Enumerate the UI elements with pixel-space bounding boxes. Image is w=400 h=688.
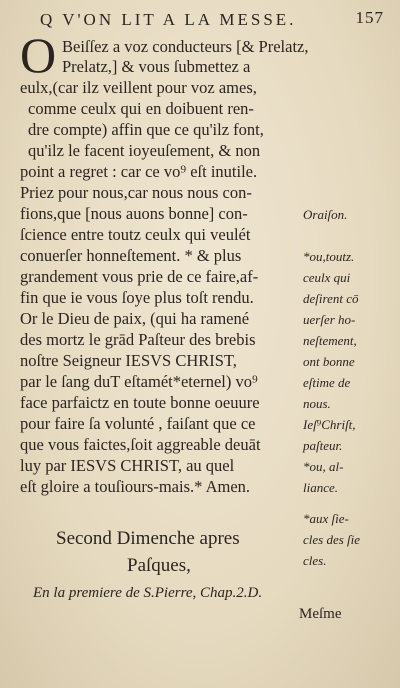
margin-note: uerſer ho- <box>303 312 356 327</box>
margin-note: nous. <box>303 396 331 411</box>
text-line: Priez pour nous,car nous nous con- <box>20 183 252 202</box>
text-line: face parfaictz en toute bonne oeuure <box>20 393 260 412</box>
text-line: ſcience entre toutz ceulx qui veulét <box>20 225 251 244</box>
text-line: qu'ilz le facent ioyeuſement, & non <box>28 141 261 160</box>
chapter-reference: En la premiere de S.Pierre, Chap.2.D. <box>33 585 263 601</box>
text-line: eſt gloire a touſiours-mais.* Amen. <box>20 477 251 496</box>
margin-note: liance. <box>303 480 339 495</box>
margin-note: ont bonne <box>303 354 355 369</box>
running-header <box>40 10 390 30</box>
margin-note: *ou,toutz. <box>303 249 355 264</box>
text-line: comme ceulx qui en doibuent ren- <box>28 99 254 118</box>
text-line: point a regret : car ce vo⁹ eſt inutile. <box>20 162 258 181</box>
margin-note: deſirent cō <box>303 291 359 306</box>
text-line: fions,que [nous auons bonne] con- <box>20 204 248 223</box>
text-line: Prelatz,] & vous ſubmettez a <box>62 57 251 76</box>
text-line: pour faire ſa volunté , faiſant que ce <box>20 414 256 433</box>
margin-note: eſtime de <box>303 375 351 390</box>
section-title-line: Second Dimenche apres <box>56 528 240 549</box>
text-line: eulx,(car ilz veillent pour voz ames, <box>20 78 257 97</box>
margin-note: paſteur. <box>303 438 343 453</box>
text-line: Beiſſez a voz conducteurs [& Prelatz, <box>62 37 309 56</box>
margin-note: cles des ſie <box>303 532 361 547</box>
section-title-line: Paſques, <box>127 555 191 576</box>
margin-note: ceulx qui <box>303 270 351 285</box>
drop-cap: O <box>20 27 57 83</box>
margin-note: cles. <box>303 553 327 568</box>
text-line: que vous faictes,ſoit aggreable deuāt <box>20 435 261 454</box>
text-line: luy par IESVS CHRIST, au quel <box>20 456 235 475</box>
margin-note: neſtement, <box>303 333 357 348</box>
page-number: 157 <box>355 8 384 27</box>
margin-note: *aux ſie- <box>303 511 349 526</box>
text-line: des mortz le grād Paſteur des brebis <box>20 330 256 349</box>
margin-note: Ieſ⁹Chriſt, <box>303 417 356 432</box>
text-line: Or le Dieu de paix, (qui ha ramené <box>20 309 250 328</box>
margin-note: *ou, al- <box>303 459 344 474</box>
margin-note: Oraiſon. <box>303 207 348 222</box>
text-line: fin que ie vous ſoye plus toſt rendu. <box>20 288 254 307</box>
running-head-text: Q V'ON LIT A LA MESSE. <box>40 10 297 29</box>
text-line: grandement vous prie de ce faire,af- <box>20 267 259 286</box>
text-line: par le ſang duT eſtamét*eternel) vo⁹ <box>20 372 258 391</box>
catchword: Meſme <box>299 606 342 622</box>
text-line: dre compte) affin que ce qu'ilz font, <box>28 120 264 139</box>
text-line: noſtre Seigneur IESVS CHRIST, <box>20 351 237 370</box>
text-line: conuerſer honneſtement. * & plus <box>20 246 242 265</box>
